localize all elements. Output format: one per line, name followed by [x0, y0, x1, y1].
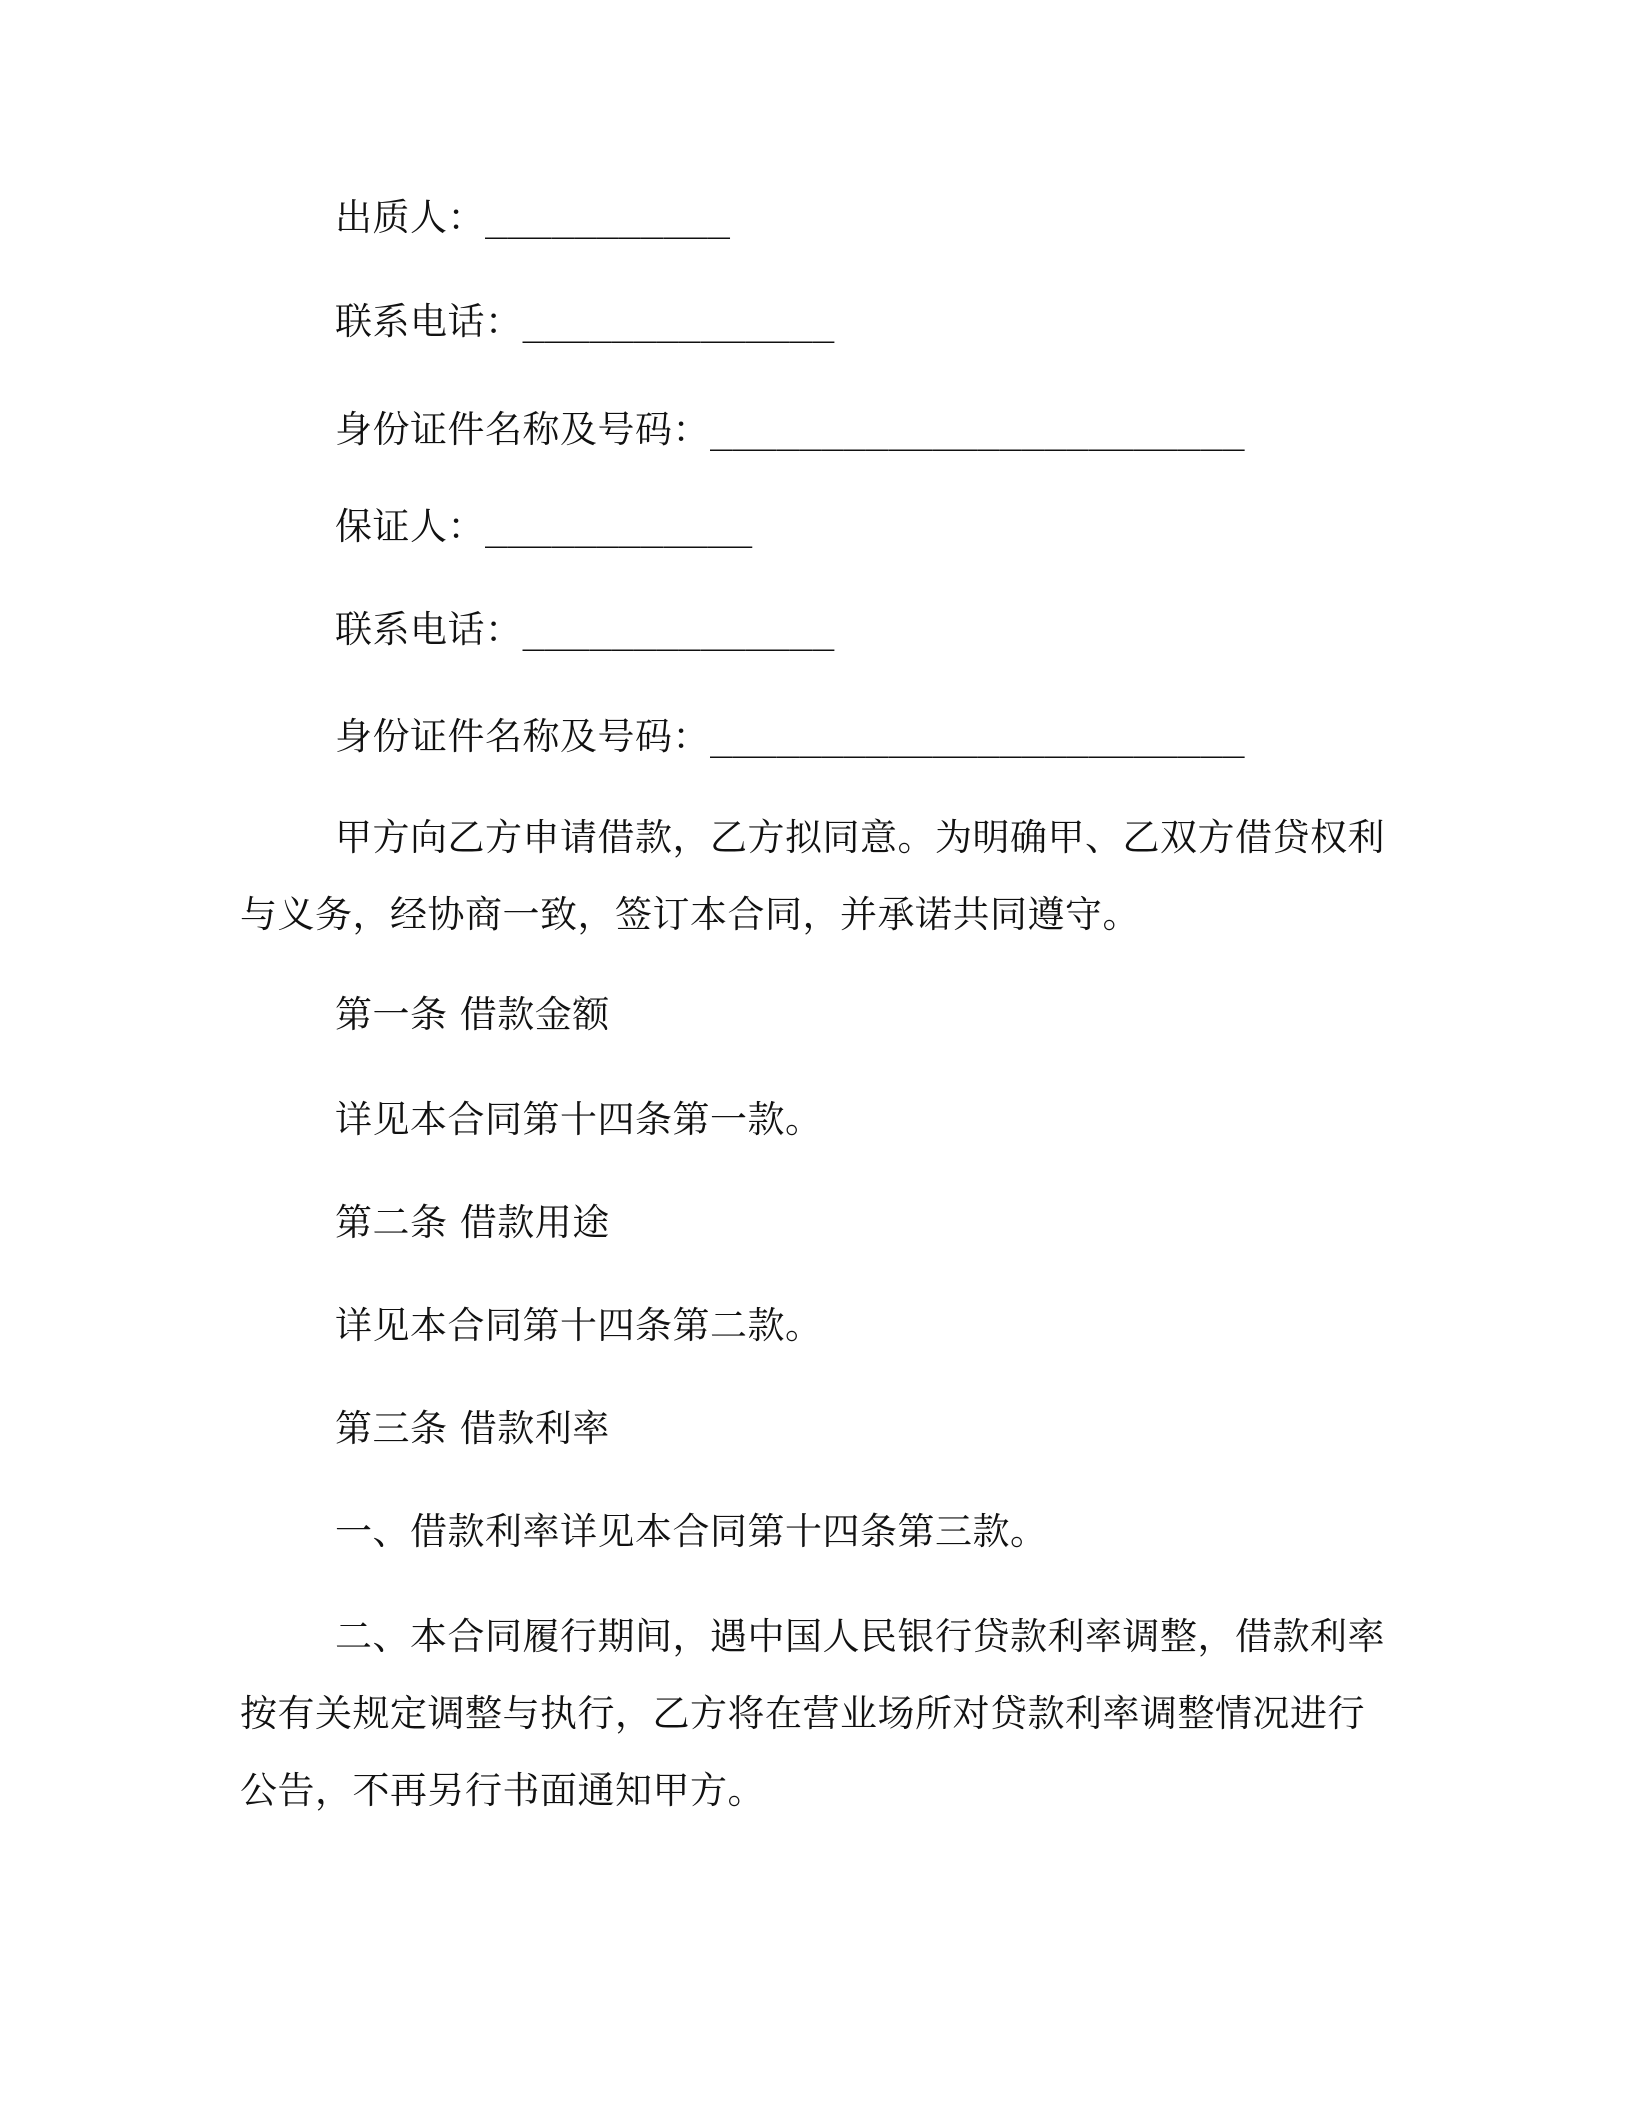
article-3-clause-2-line-2: 按有关规定调整与执行，乙方将在营业场所对贷款利率调整情况进行 — [240, 1692, 1365, 1735]
article-1-heading: 第一条 借款金额 — [335, 993, 610, 1036]
pledgor-id-line — [335, 405, 1245, 455]
pledgor-label: 出质人： — [335, 196, 485, 239]
pledgor-phone-line — [335, 297, 834, 347]
guarantor-phone-line — [335, 605, 834, 655]
article-1-body: 详见本合同第十四条第一款。 — [335, 1098, 823, 1141]
guarantor-phone-label: 联系电话： — [335, 608, 523, 651]
guarantor-line — [335, 502, 752, 552]
guarantor-id-blank: ________________________ — [710, 715, 1245, 758]
article-2-heading: 第二条 借款用途 — [335, 1201, 610, 1244]
pledgor-blank: ___________ — [485, 196, 731, 239]
pledgor-phone-label: 联系电话： — [335, 300, 523, 343]
article-3-clause-2-line-3: 公告，不再另行书面通知甲方。 — [240, 1769, 765, 1812]
preamble-line-2: 与义务，经协商一致，签订本合同，并承诺共同遵守。 — [240, 893, 1140, 936]
pledgor-phone-blank: ______________ — [522, 300, 835, 343]
article-2-body: 详见本合同第十四条第二款。 — [335, 1304, 823, 1347]
guarantor-id-label: 身份证件名称及号码： — [335, 715, 710, 758]
article-3-clause-1: 一、借款利率详见本合同第十四条第三款。 — [335, 1510, 1048, 1553]
article-3-clause-2-line-1: 二、本合同履行期间，遇中国人民银行贷款利率调整，借款利率 — [335, 1615, 1385, 1658]
pledgor-id-blank: ________________________ — [710, 408, 1245, 451]
guarantor-id-line — [335, 712, 1245, 762]
preamble-line-1: 甲方向乙方申请借款，乙方拟同意。为明确甲、乙双方借贷权利 — [335, 816, 1385, 859]
guarantor-blank: ____________ — [485, 505, 753, 548]
pledgor-line — [335, 193, 730, 243]
guarantor-phone-blank: ______________ — [522, 608, 835, 651]
article-3-heading: 第三条 借款利率 — [335, 1407, 610, 1450]
pledgor-id-label: 身份证件名称及号码： — [335, 408, 710, 451]
guarantor-label: 保证人： — [335, 505, 485, 548]
